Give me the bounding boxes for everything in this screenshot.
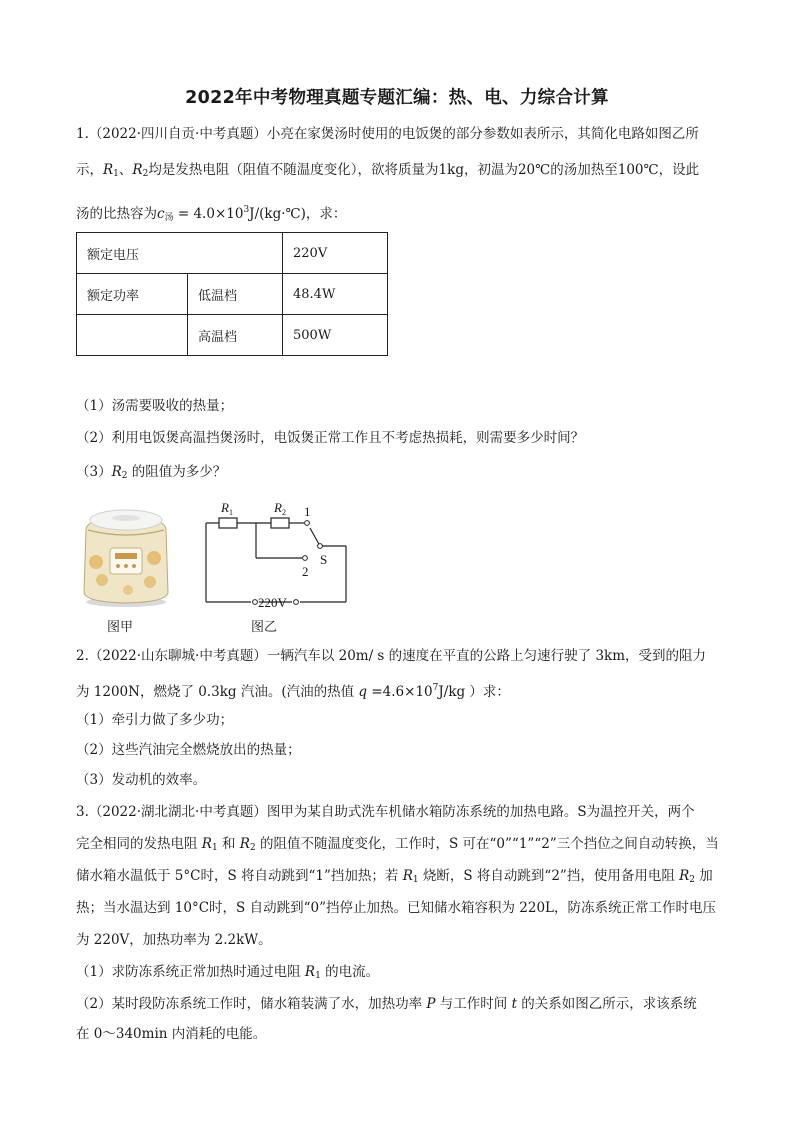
table-cell: 500W	[283, 315, 388, 356]
table-cell: 220V	[283, 233, 388, 274]
svg-text:R2: $R_2$	[274, 500, 286, 517]
figure-caption-jia: 图甲	[106, 620, 133, 635]
resistor-r2-symbol	[271, 518, 289, 528]
q1-line-2: 示，$R_1$、$R_2$均是发热电阻（阻值不随温度变化），欲将质量为1kg，初温为20℃的汤加热至100℃，设此	[76, 162, 700, 179]
q3-sub-3: 在 0～340min 内消耗的电能。	[76, 1026, 267, 1042]
circuit-voltage-label: 220V	[258, 595, 287, 610]
circuit-r2-label: R	[274, 500, 282, 515]
q2-line-2: 为 1200N，燃烧了 0.3kg 汽油。(汽油的热值 $q =4.6\times 10^7J/kg$ ）求：	[76, 683, 510, 700]
q1-sub-3: $(3)R_2$ 的阻值为多少？	[76, 464, 227, 481]
q2-sub-1: （1）牵引力做了多少功；	[76, 712, 234, 728]
q3-sub-1: （1）求防冻系统正常加热时通过电阻 $R_1$ 的电流。	[76, 964, 380, 981]
q1-sub-1: （1）汤需要吸收的热量；	[76, 398, 234, 414]
q2-sub-3: （3）发动机的效率。	[76, 772, 207, 788]
page-title: 2022年中考物理真题专题汇编：热、电、力综合计算	[185, 88, 609, 108]
circuit-r1-label: R	[221, 500, 229, 515]
q3-line-4: 热；当水温达到 10°C时，S 自动跳到“0”挡停止加热。已知储水箱容积为 220L，防冻系统正常工作时电压	[76, 900, 717, 916]
q3-line-2: 完全相同的发热电阻 $R_1$ 和 $R_2$ 的阻值不随温度变化，工作时，S 可在“0”“1”“2”三个挡位之间自动转换，当	[76, 836, 719, 853]
circuit-switch-label: S	[320, 552, 328, 567]
table-cell: 额定电压	[77, 233, 283, 274]
resistor-r1-symbol	[219, 518, 237, 528]
table-cell: 48.4W	[283, 274, 388, 315]
circuit-contact-1-label: 1	[304, 504, 311, 519]
q3-line-3: 储水箱水温低于 5°C时，S 将自动跳到“1”挡加热；若 $R_1$ 烧断，S 将自动跳到“2”挡，使用备用电阻 $R_2$ 加	[76, 868, 713, 885]
q2-line-1: 2.（2022·山东聊城·中考真题）一辆汽车以 20m/ s 的速度在平直的公路上匀速行驶了 3km，受到的阻力	[76, 648, 707, 664]
q1-sub-2: （2）利用电饭煲高温挡煲汤时，电饭煲正常工作且不考虑热损耗，则需要多少时间？	[76, 430, 585, 446]
parameter-table	[76, 232, 388, 356]
q1-line-1: 1.（2022·四川自贡·中考真题）小亮在家煲汤时使用的电饭煲的部分参数如表所示，其简化电路如图乙所	[76, 126, 699, 142]
q3-sub-2: （2）某时段防冻系统工作时，储水箱装满了水，加热功率 P 与工作时间 t 的关系如图乙所示，求该系统	[76, 996, 697, 1012]
figure-caption-yi: 图乙	[250, 620, 277, 635]
table-row	[77, 274, 388, 315]
q2-sub-2: （2）这些汽油完全燃烧放出的热量；	[76, 742, 301, 758]
table-cell: 低温档	[188, 274, 283, 315]
circuit-contact-2-label: 2	[302, 564, 309, 579]
q3-line-5: 为 220V，加热功率为 2.2kW。	[76, 932, 272, 948]
svg-text:R1: $R_1$	[221, 500, 233, 517]
circuit-diagram	[196, 496, 356, 612]
table-row	[77, 233, 388, 274]
q3-line-1: 3.（2022·湖北湖北·中考真题）图甲为某自助式洗车机储水箱防冻系统的加热电路。S为温控开关，两个	[76, 804, 695, 820]
table-cell	[77, 315, 188, 356]
rice-cooker-image	[76, 500, 176, 610]
table-row	[77, 315, 388, 356]
q1-line-3: 汤的比热容为$c_汤$ = $4.0\times 10^3J/(kg\cdot℃)$，求：	[76, 205, 347, 223]
table-cell: 高温档	[188, 315, 283, 356]
table-cell: 额定功率	[77, 274, 188, 315]
